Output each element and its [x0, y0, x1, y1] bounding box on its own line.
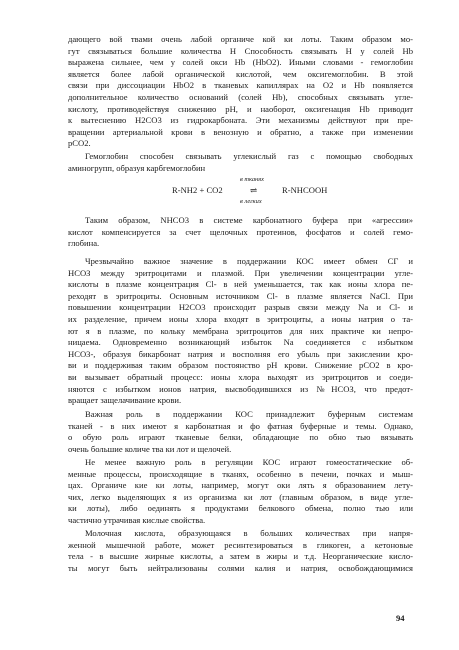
text-line: Не менее важную роль в регуляции КОС играют гомеостатические об-: [85, 457, 413, 467]
paragraph-chloride-shift: [68, 256, 413, 407]
equation-reversible-arrow: ⇌: [250, 185, 258, 195]
text-line: няются с избытком ионов натрия, высвободившихся из №НСОЗ, что предот-: [68, 383, 413, 394]
text-line: кислоты в плазме концентрация Cl- в ней уменьшается, так как ионы хлора пе-: [68, 279, 413, 290]
equation-label-tissues: в тканях: [240, 176, 264, 183]
equation-label-lungs: в легких: [240, 198, 262, 205]
text-line: является более лабой органической кислотой, чем оксигемоглобин. В этой: [68, 68, 413, 79]
text-line: Таким образом, NHCO3 в системе карбонатного буфера при «агрессии»: [85, 215, 413, 225]
equation-right-side: R-NHCOOH: [282, 185, 328, 195]
text-line: ют я в плазме, по кольку мембрана эритроцитов для них практиче ки непро-: [68, 325, 413, 336]
text-line: НСОЗ между эритроцитами и плазмой. При увеличении концентрации угле-: [68, 267, 413, 278]
text-line: цах. Органиче кие ки лоты, например, могут оки лять я образованием лету-: [68, 480, 413, 491]
text-line: вращении артериальной крови в венозную и обратно, а также при изменении: [68, 126, 413, 137]
text-line: кислоту, противодействуя снижению pH, и наоборот, оксигенация Hb приводит: [68, 103, 413, 114]
page-number: 94: [396, 613, 405, 623]
text-line: Гемоглобин способен связывать углекислый газ с помощью свободных: [85, 151, 413, 161]
text-line: тела - в высшие жирные кислоты, а затем в жиры и т.д. Неорганические кисло-: [68, 551, 413, 562]
paragraph-metabolic-processes: [68, 457, 413, 527]
text-line: о обую роль играют тканевые белки, обладающие по обно тью вязывать: [68, 432, 413, 443]
text-line: повышении концентрации H2CO3 происходит разрыв связи между Na и Cl- и: [68, 302, 413, 313]
text-line: pCO2.: [68, 138, 91, 149]
text-line: дополнительное количество оснований (солей Hb), способных связывать угле-: [68, 91, 413, 102]
text-line: женной мышечной работе, может ресинтезироваться в гликоген, а кетоновые: [68, 539, 413, 550]
text-line: кислот компенсируется за счет щелочных протеинов, фосфатов и солей гемо-: [68, 226, 413, 237]
text-line: их разделение, причем ионы хлора входят в эритроциты, а ионы натрия о та-: [68, 313, 413, 324]
paragraph-buffer-compensation: [68, 215, 413, 250]
text-line: выражена сильнее, чем у солей окси Hb (HbO2). Иными словами - гемоглобин: [68, 57, 413, 68]
text-line: аминогрупп, образуя карбгемоглобин: [68, 162, 206, 173]
text-line: ви и поддерживая таким образом постоянство pH крови. Снижение pCO2 в кро-: [68, 360, 413, 371]
carbhemoglobin-equation: [68, 176, 413, 212]
text-line: очень большие количе тва ки лот и щелочей.: [68, 443, 232, 454]
text-line: вращает защелачивание крови.: [68, 395, 182, 406]
paragraph-tissue-buffers: [68, 409, 413, 455]
text-line: дающего вой твами очень лабой органиче кой ки лоты. Таким образом мо-: [68, 34, 413, 44]
text-line: Чрезвычайно важное значение в поддержании КОС имеет обмен СГ и: [85, 256, 413, 266]
text-line: тканей - в них имеют я карбонатная и фо фатная буферные и темы. Однако,: [68, 420, 413, 431]
text-line: к вытеснению H2CO3 из гидрокарбоната. Эти механизмы действуют при пре-: [68, 115, 413, 126]
text-line: ки лоты), либо оединять я продуктами белкового обмена, полно тью или: [68, 503, 413, 514]
text-line: частично утрачивая кислые свойства.: [68, 514, 206, 525]
text-line: гут связываться большие количества Н Способность связывать Н у солей Hb: [68, 45, 413, 56]
text-line: связи при диссоциации HbO2 в тканевых капиллярах на O2 и Hb появляется: [68, 80, 413, 91]
paragraph-lactic-acid: [68, 528, 413, 574]
equation-left-side: R-NH2 + CO2: [172, 185, 223, 195]
text-line: Молочная кислота, образующаяся в больших количествах при напря-: [85, 528, 413, 538]
text-line: Важная роль в поддержании КОС принадлежит буферным системам: [85, 409, 413, 419]
text-line: глобина.: [68, 238, 100, 249]
text-line: менные процессы, происходящие в тканях, особенно в печени, почках и мыш-: [68, 468, 413, 479]
text-line: чих, легко выделяющих я из организма ки лот (главным образом, в виде угле-: [68, 491, 413, 502]
text-line: ви вызывает обратный процесс: ионы хлора выходят из эритроцитов и соеди-: [68, 371, 413, 382]
paragraph-carbhemoglobin: [68, 151, 413, 174]
text-line: НСО3-, образуя бикарбонат натрия и восполняя его убыль при закислении кро-: [68, 348, 413, 359]
paragraph-hemoglobin-acid: [68, 34, 413, 150]
text-line: реходят в эритроциты. Основным источником Cl- в плазме является NaCl. При: [68, 290, 413, 301]
text-line: ницаема. Одновременно возникающий избыток Na соединяется с избытком: [68, 337, 413, 348]
text-line: ты могут быть нейтрализованы солями калия и натрия, освобождающимися: [68, 562, 413, 573]
